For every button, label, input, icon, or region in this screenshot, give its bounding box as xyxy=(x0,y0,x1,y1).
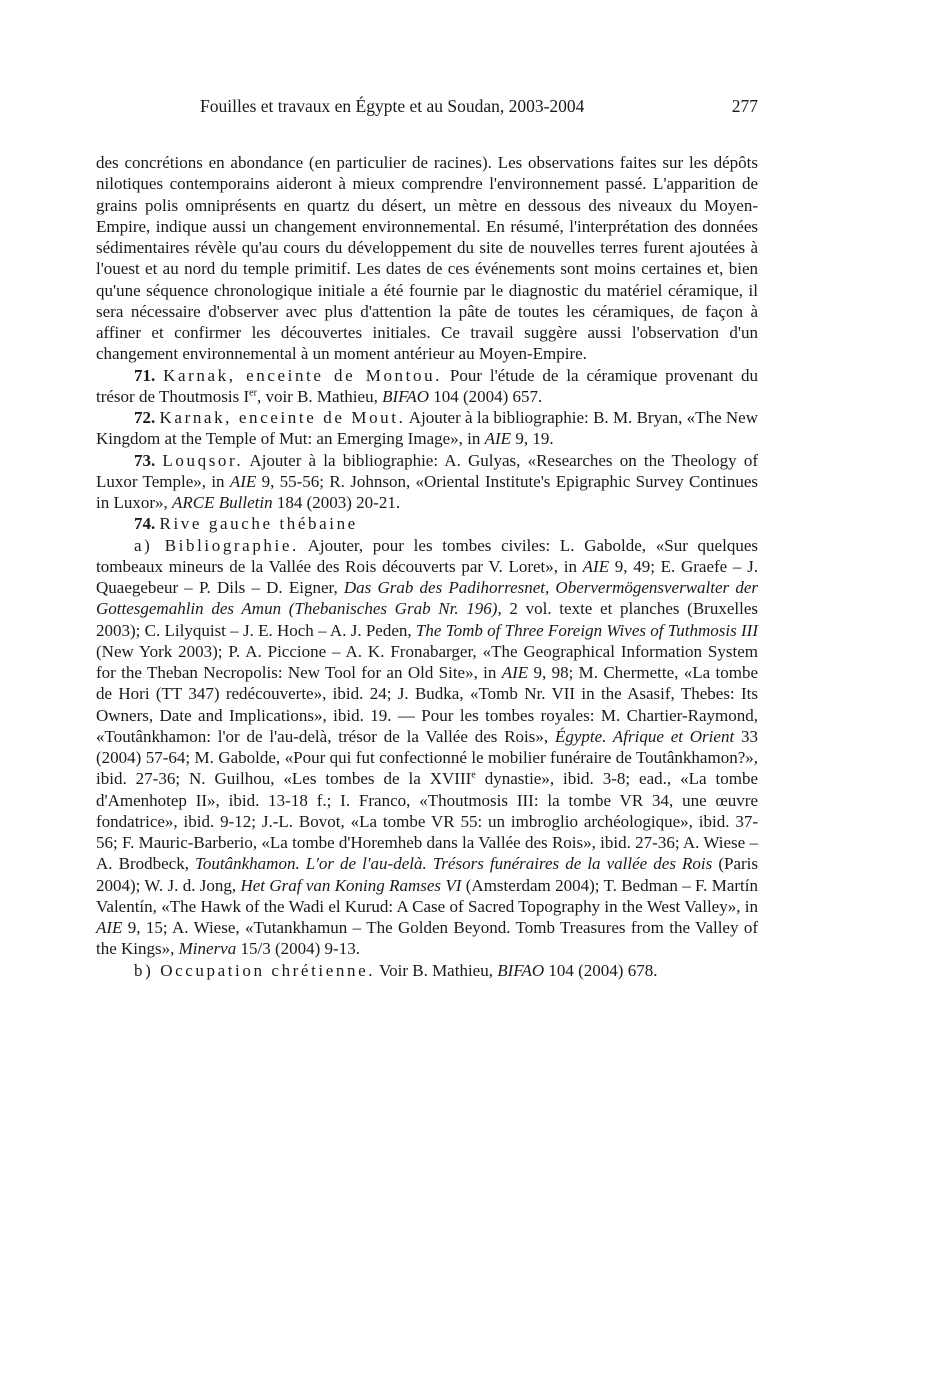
entry-number: 72. xyxy=(134,408,156,427)
page-number: 277 xyxy=(731,96,758,116)
entry-72: 72. Karnak, enceinte de Mout. Ajouter à la bibliographie: B. M. Bryan, «The New Kingdom at the Temple of Mut: an Emerging Image», in AIE 9, 19. xyxy=(96,408,759,449)
entry-heading: Louqsor. xyxy=(162,450,244,470)
journal-title: ARCE Bulletin xyxy=(172,493,273,512)
entry-71: 71. Karnak, enceinte de Montou. Pour l'étude de la céramique provenant du trésor de Thoutmosis Ier, voir B. Mathieu, BIFAO 104 (2004) 657. xyxy=(96,365,758,406)
entry-heading: Rive gauche thébaine xyxy=(159,514,358,534)
entry-heading: Karnak, enceinte de Montou. xyxy=(163,365,443,385)
entry-number: 73. xyxy=(134,450,156,470)
text-body xyxy=(96,152,758,981)
entry-73: 73. Louqsor. Ajouter à la bibliographie: A. Gulyas, «Researches on the Theology of Luxor Temple», in AIE 9, 55-56; R. Johnson, «Oriental Institute's Epigraphic Survey Continues in Luxor», ARCE Bulletin 184 (2003) 20-21. xyxy=(96,450,758,512)
journal-title: AIE xyxy=(484,429,512,449)
journal-title: BIFAO xyxy=(382,386,429,406)
running-header xyxy=(96,96,758,122)
entry-number: 74. xyxy=(134,514,156,534)
entry-heading: Karnak, enceinte de Mout. xyxy=(159,408,406,427)
intro-paragraph: des concrétions en abondance (en particulier de racines). Les observations faites sur les dépôts nilotiques contemporains aideront à mieux comprendre l'environnement passé. L'apparition de grains polis omniprésents en quartz du désert, un mètre en dessous des niveaux du Moyen-Empire, indique aussi un changement environnemental. En résumé, l'interprétation des données sédimentaires révèle qu'au cours du développement du site de nouvelles terres furent ajoutées à l'ouest et au nord du temple primitif. Les dates de ces événements sont moins certaines et, bien qu'une séquence chronologique initiale a été fournie par le diagnostic du matériel céramique, il sera nécessaire d'observer avec plus d'attention la pâte de toutes les céramiques, de façon à affiner et confirmer les découvertes initiales. Ce travail suggère aussi l'observation d'un changement environnemental à un moment antérieur au Moyen-Empire. xyxy=(96,153,758,364)
entry-74-bibliography: a) Bibliographie. Ajouter, pour les tombes civiles: L. Gabolde, «Sur quelques tombeaux mineurs de la Vallée des Rois découverts par V. Loret», in AIE 9, 49; E. Graefe – J. Quaegebeur – P. Dils – D. Eigner, Das Grab des Padihorresnet, Obervermögensverwalter der Gottesgemahlin des Amun (Thebanisches Grab Nr. 196), 2 vol. texte et planches (Bruxelles 2003); C. Lilyquist – J. E. Hoch – A. J. Peden, The Tomb of Three Foreign Wives of Tuthmosis III (New York 2003); P. A. Piccione – A. K. Fronabarger, «The Geographical Information System for the Theban Necropolis: New Tool for an Old Site», in AIE 9, 98; M. Chermette, «La tombe de Hori (TT 347) redécouverte», ibid. 24; J. Budka, «Tomb Nr. VII in the Asasif, Thebes: Its Owners, Date and Implications», ibid. 19. — Pour les tombes royales: M. Chartier-Raymond, «Toutânkhamon: l'or de l'au-delà, trésor de la Vallée des Rois», Égypte. Afrique et Orient 33 (2004) 57-64; M. Gabolde, «Pour qui fut confectionné le mobilier funéraire de Toutânkhamon?», ibid. 27-36; N. Guilhou, «Les tombes de la XVIIIe dynastie», ibid. 3-8; ead., «La tombe d'Amenhotep II», ibid. 13-18 f.; I. Franco, «Thoutmosis III: la tombe VR 34, une œuvre fondatrice», ibid. 9-12; J.-L. Bovot, «La tombe VR 55: un imbroglio archéologique», ibid. 37-56; F. Mauric-Barberio, «La tombe d'Horemheb dans la Vallée des Rois», ibid. 27-36; A. Wiese – A. Brodbeck, Toutânkhamon. L'or de l'au-delà. Trésors funéraires de la vallée des Rois (Paris 2004); W. J. d. Jong, Het Graf van Koning Ramses VI (Amsterdam 2004); T. Bedman – F. Martín Valentín, «The Hawk of the Wadi el Kurud: A Case of Sacred Topography in the West Valley», in AIE 9, 15; A. Wiese, «Tutankhamun – The Golden Beyond. Tomb Treasures from the Valley of the Kings», Minerva 15/3 (2004) 9-13. xyxy=(96,535,758,959)
subsection-label: a) Bibliographie. xyxy=(134,535,299,555)
entry-74-christian-occupation: b) Occupation chrétienne. Voir B. Mathieu, BIFAO 104 (2004) 678. xyxy=(134,960,658,980)
entry-number: 71. xyxy=(134,365,156,385)
journal-title: AIE xyxy=(229,471,257,491)
subsection-label: b) Occupation chrétienne. xyxy=(134,960,376,980)
entry-74-heading xyxy=(96,513,758,534)
running-title: Fouilles et travaux en Égypte et au Soudan, 2003-2004 xyxy=(200,96,585,116)
